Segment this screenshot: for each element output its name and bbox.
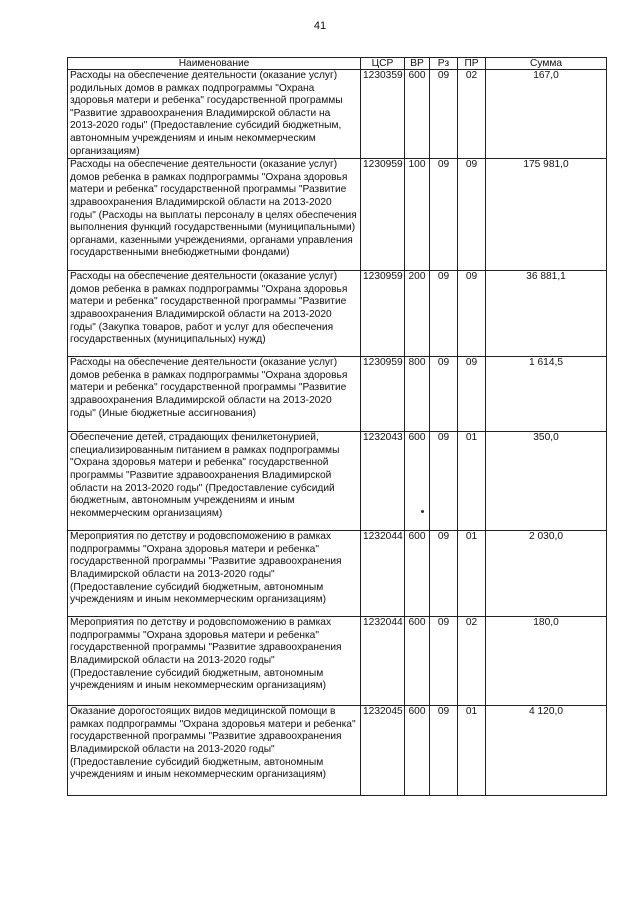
row-rz: 09 — [430, 706, 458, 796]
row-rz: 09 — [430, 159, 458, 271]
row-csr: 1232043 — [361, 432, 405, 531]
row-pr: 01 — [458, 706, 486, 796]
row-name: Расходы на обеспечение деятельности (оказание услуг) домов ребенка в рамках подпрограммы "Охрана здоровья матери и ребенка" государственной программы "Развитие здравоохранения Владимирской области на 2013-2020 годы" (Расходы на выплаты персоналу в целях обеспечения выполнения функций государственными (муниципальными) органами, казенными учреждениями, органами управления государственными внебюджетными фондами) — [68, 159, 361, 271]
header-name: Наименование — [68, 58, 361, 70]
table-row — [68, 432, 607, 531]
row-csr: 1232045 — [361, 706, 405, 796]
header-csr: ЦСР — [361, 58, 405, 70]
page-number: 41 — [313, 20, 327, 32]
row-vr: 600 — [405, 706, 430, 796]
table-row — [68, 706, 607, 796]
row-sum: 4 120,0 — [486, 706, 607, 796]
row-csr: 1230959 — [361, 159, 405, 271]
table-row — [68, 70, 607, 159]
row-sum: 175 981,0 — [486, 159, 607, 271]
row-vr: 800 — [405, 357, 430, 432]
row-vr: 600 — [405, 617, 430, 706]
row-sum: 180,0 — [486, 617, 607, 706]
row-sum: 1 614,5 — [486, 357, 607, 432]
header-rz: Рз — [430, 58, 458, 70]
table-header-row — [68, 58, 607, 70]
table-row — [68, 159, 607, 271]
row-pr: 09 — [458, 159, 486, 271]
row-name: Оказание дорогостоящих видов медицинской помощи в рамках подпрограммы "Охрана здоровья матери и ребенка" государственной программы "Развитие здравоохранения Владимирской области на 2013-2020 годы" (Предоставление субсидий бюджетным, автономным учреждениям и иным некоммерческим организациям) — [68, 706, 361, 796]
row-pr: 02 — [458, 617, 486, 706]
row-name: Мероприятия по детству и родовспоможению в рамках подпрограммы "Охрана здоровья матери и ребенка" государственной программы "Развитие здравоохранения Владимирской области на 2013-2020 годы" (Предоставление субсидий бюджетным, автономным учреждениям и иным некоммерческим организациям) — [68, 531, 361, 617]
header-pr: ПР — [458, 58, 486, 70]
row-name: Обеспечение детей, страдающих фенилкетонурией, специализированным питанием в рамках подпрограммы "Охрана здоровья матери и ребенка" государственной программы "Развитие здравоохранения Владимирской области на 2013-2020 годы" (Предоставление субсидий бюджетным, автономным учреждениям и иным некоммерческим организациям) — [68, 432, 361, 531]
row-csr: 1230959 — [361, 357, 405, 432]
row-pr: 02 — [458, 70, 486, 159]
table-row — [68, 531, 607, 617]
row-csr: 1230959 — [361, 271, 405, 357]
row-name: Расходы на обеспечение деятельности (оказание услуг) домов ребенка в рамках подпрограммы "Охрана здоровья матери и ребенка" государственной программы "Развитие здравоохранения Владимирской области на 2013-2020 годы" (Иные бюджетные ассигнования) — [68, 357, 361, 432]
row-pr: 09 — [458, 271, 486, 357]
header-sum: Сумма — [486, 58, 607, 70]
table-row — [68, 357, 607, 432]
row-pr: 01 — [458, 531, 486, 617]
row-csr: 1232044 — [361, 531, 405, 617]
row-vr: 600 — [405, 70, 430, 159]
row-rz: 09 — [430, 531, 458, 617]
budget-table — [67, 57, 607, 796]
table-row — [68, 617, 607, 706]
row-rz: 09 — [430, 70, 458, 159]
row-sum: 350,0 — [486, 432, 607, 531]
row-vr: 200 — [405, 271, 430, 357]
row-vr: 600 — [405, 531, 430, 617]
row-name: Расходы на обеспечение деятельности (оказание услуг) родильных домов в рамках подпрограммы "Охрана здоровья матери и ребенка" государственной программы "Развитие здравоохранения Владимирской области на 2013-2020 годы" (Предоставление субсидий бюджетным, автономным учреждениям и иным некоммерческим организациям) — [68, 70, 361, 159]
header-vr: ВР — [405, 58, 430, 70]
row-name: Расходы на обеспечение деятельности (оказание услуг) домов ребенка в рамках подпрограммы "Охрана здоровья матери и ребенка" государственной программы "Развитие здравоохранения Владимирской области на 2013-2020 годы" (Закупка товаров, работ и услуг для обеспечения государственных (муниципальных) нужд) — [68, 271, 361, 357]
row-rz: 09 — [430, 617, 458, 706]
row-sum: 2 030,0 — [486, 531, 607, 617]
row-csr: 1232044 — [361, 617, 405, 706]
row-rz: 09 — [430, 432, 458, 531]
row-pr: 09 — [458, 357, 486, 432]
row-rz: 09 — [430, 271, 458, 357]
scan-speck — [421, 510, 424, 513]
row-csr: 1230359 — [361, 70, 405, 159]
row-vr: 100 — [405, 159, 430, 271]
row-pr: 01 — [458, 432, 486, 531]
row-vr: 600 — [405, 432, 430, 531]
row-sum: 36 881,1 — [486, 271, 607, 357]
row-name: Мероприятия по детству и родовспоможению в рамках подпрограммы "Охрана здоровья матери и ребенка" государственной программы "Развитие здравоохранения Владимирской области на 2013-2020 годы" (Предоставление субсидий бюджетным, автономным учреждениям и иным некоммерческим организациям) — [68, 617, 361, 706]
row-sum: 167,0 — [486, 70, 607, 159]
table-row — [68, 271, 607, 357]
row-rz: 09 — [430, 357, 458, 432]
